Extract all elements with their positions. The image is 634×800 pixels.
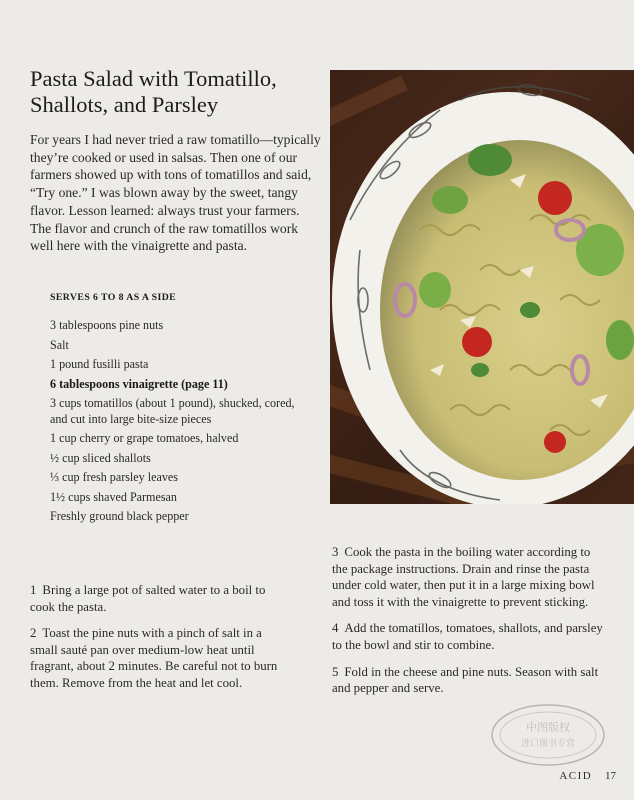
ingredient-item: 1 cup cherry or grape tomatoes, halved xyxy=(50,431,239,446)
ingredient-item: 1 pound fusilli pasta xyxy=(50,357,149,371)
step-text: Bring a large pot of salted water to a boil to cook the pasta. xyxy=(30,583,266,614)
recipe-step xyxy=(332,620,606,653)
recipe-step xyxy=(332,664,606,697)
serves-note: SERVES 6 TO 8 AS A SIDE xyxy=(50,292,177,303)
page-footer xyxy=(559,770,616,782)
ingredient-item: ½ cup sliced shallots xyxy=(50,450,151,465)
step-number: 4 xyxy=(332,621,339,636)
step-number: 3 xyxy=(332,545,339,559)
ingredient-item: 3 tablespoons pine nuts xyxy=(50,318,164,332)
recipe-title: Pasta Salad with Tomatillo, Shallots, and Parsley xyxy=(30,66,277,117)
pasta-bowl-illustration xyxy=(330,70,634,504)
step-number: 1 xyxy=(30,583,37,597)
steps-column-left xyxy=(30,582,292,702)
recipe-step xyxy=(30,582,292,615)
step-number: 2 xyxy=(30,626,37,641)
stamp-line-2: 进口图书专营 xyxy=(520,739,576,749)
ingredient-item: 1½ cups shaved Parmesan xyxy=(50,489,177,504)
step-text: Toast the pine nuts with a pinch of salt in a small sauté pan over medium-low heat until fragrant, about 2 minutes. Be careful not to burn them. Remove from the heat and let cool. xyxy=(30,626,278,690)
ingredient-item: ⅓ cup fresh parsley leaves xyxy=(50,470,178,485)
step-text: Add the tomatillos, tomatoes, shallots, and parsley to the bowl and stir to combine. xyxy=(332,621,603,652)
step-text: Cook the pasta in the boiling water according to the package instructions. Drain and rinse the pasta under cold water, then put it in a large mixing bowl and toss it with the vinaigrette to prevent sticking. xyxy=(332,545,595,609)
ingredient-item: Salt xyxy=(50,337,69,352)
step-number: 5 xyxy=(332,664,339,679)
recipe-step xyxy=(332,544,606,610)
recipe-intro: For years I had never tried a raw tomatillo—typically they’re cooked or used in salsas. Then one of our farmers showed up with tons of tomatillos and said, “Try one.” I was blown away by the sweet, tangy flavor. Lesson learned: always trust your farmers. The flavor and crunch of the raw tomatillos work well here with the vinaigrette and pasta. xyxy=(30,132,321,254)
ingredient-item: Freshly ground black pepper xyxy=(50,509,189,524)
step-text: Fold in the cheese and pine nuts. Season with salt and pepper and serve. xyxy=(332,664,599,696)
pasta-salad-photo xyxy=(330,70,634,504)
stamp-line-1: 中图版权 xyxy=(526,721,570,734)
ingredient-item: 3 cups tomatillos (about 1 pound), shucked, cored, and cut into large bite-size pieces xyxy=(50,396,295,426)
ingredient-item: 6 tablespoons vinaigrette (page 11) xyxy=(50,376,228,391)
ingredient-list xyxy=(50,318,300,529)
section-name: ACID xyxy=(559,770,593,782)
steps-column-right xyxy=(332,544,606,707)
import-seal-stamp xyxy=(488,700,608,770)
recipe-step xyxy=(30,625,292,691)
page-number: 17 xyxy=(605,770,616,782)
